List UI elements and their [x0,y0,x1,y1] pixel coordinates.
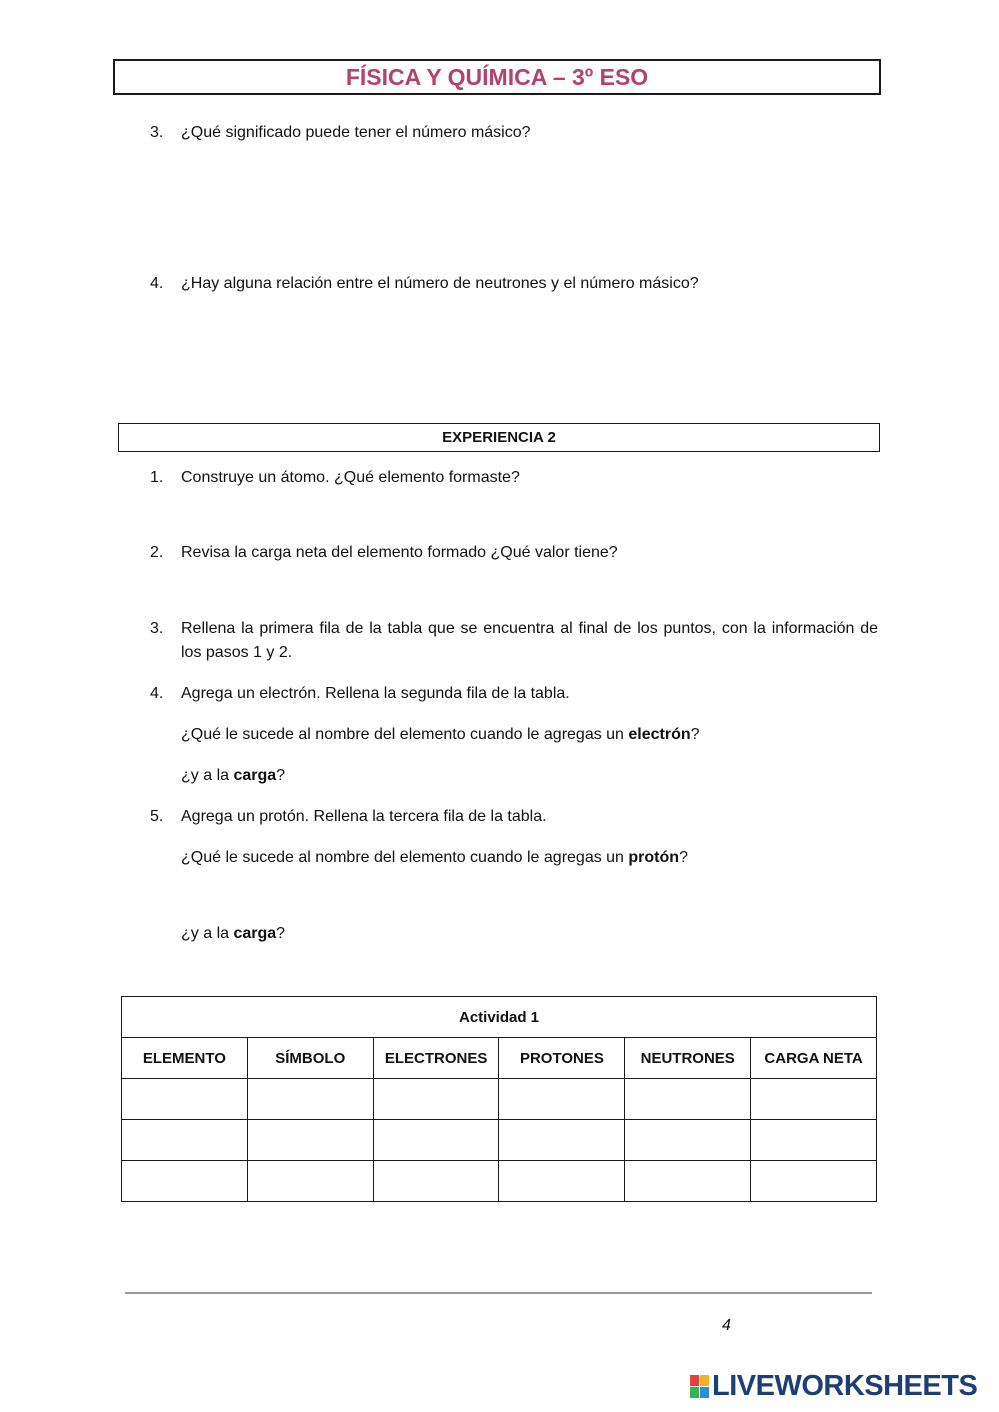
table-cell-input[interactable] [122,1161,248,1202]
brand-name: LIVEWORKSHEETS [712,1370,978,1402]
sub-text: ¿Qué le sucede al nombre del elemento cuando le agregas un [181,849,629,866]
sub-text: ¿y a la [181,767,234,784]
table-cell-input[interactable] [751,1079,877,1120]
column-header-elemento: ELEMENTO [122,1038,248,1079]
sub-text: ? [276,767,286,784]
table-row [122,1120,877,1161]
actividad-1-table [121,996,877,1202]
table-cell-input[interactable] [625,1161,751,1202]
column-header-protones: PROTONES [499,1038,625,1079]
table-cell-input[interactable] [751,1120,877,1161]
logo-square-yellow [700,1375,709,1386]
question-number: 1. [150,469,164,486]
table-cell-input[interactable] [499,1120,625,1161]
column-header-electrones: ELECTRONES [373,1038,499,1079]
table-caption-row [122,997,877,1038]
sub-text: ? [690,726,700,743]
table-cell-input[interactable] [751,1161,877,1202]
question-number: 3. [150,124,164,141]
sub-text: ¿Qué le sucede al nombre del elemento cuando le agregas un [181,726,629,743]
table-row [122,1079,877,1120]
page-number: 4 [722,1317,731,1334]
table-cell-input[interactable] [625,1079,751,1120]
table-cell-input[interactable] [499,1079,625,1120]
footer-divider [125,1292,872,1294]
brand-logo[interactable] [690,1370,977,1403]
sub-text: ¿y a la [181,925,234,942]
sub-bold: carga [233,925,277,942]
page-title: FÍSICA Y QUÍMICA – 3º ESO [113,59,881,95]
sub-bold: electrón [628,726,691,743]
logo-square-blue [700,1387,709,1398]
table-cell-input[interactable] [247,1161,373,1202]
table-cell-input[interactable] [373,1161,499,1202]
table-cell-input[interactable] [499,1161,625,1202]
sub-bold: protón [628,849,680,866]
question-text: Revisa la carga neta del elemento formado ¿Qué valor tiene? [181,544,618,561]
table-row [122,1161,877,1202]
logo-square-red [690,1375,699,1386]
table-cell-input[interactable] [122,1079,248,1120]
section-heading-experiencia-2: EXPERIENCIA 2 [118,423,880,452]
table-header-row [122,1038,877,1079]
sub-text: ? [679,849,688,866]
column-header-carga-neta: CARGA NETA [751,1038,877,1079]
question-number: 5. [150,808,164,825]
table-cell-input[interactable] [247,1120,373,1161]
liveworksheets-icon [690,1375,709,1398]
question-number: 2. [150,544,164,561]
question-number: 4. [150,685,164,702]
sub-text: ? [276,925,286,942]
question-text: Agrega un protón. Rellena la tercera fila de la tabla. [181,808,547,825]
question-text: ¿Hay alguna relación entre el número de neutrones y el número másico? [181,275,699,292]
question-text: Construye un átomo. ¿Qué elemento formaste? [181,469,520,486]
table-cell-input[interactable] [122,1120,248,1161]
table-caption: Actividad 1 [122,997,877,1038]
exp2-question-4-sub-2 [181,764,285,788]
exp2-question-5-sub-1 [181,846,688,870]
table-cell-input[interactable] [373,1079,499,1120]
sub-bold: carga [233,767,277,784]
question-text: Agrega un electrón. Rellena la segunda fila de la tabla. [181,685,570,702]
table-cell-input[interactable] [625,1120,751,1161]
logo-square-green [690,1387,699,1398]
question-text: ¿Qué significado puede tener el número másico? [181,124,531,141]
question-number: 4. [150,275,164,292]
column-header-simbolo: SÍMBOLO [247,1038,373,1079]
question-number: 3. [150,620,164,637]
question-text: Rellena la primera fila de la tabla que se encuentra al final de los puntos, con la información de los pasos 1 y 2. [181,620,878,661]
exp2-question-4-sub-1 [181,723,700,747]
exp2-question-5-sub-2 [181,922,285,946]
column-header-neutrones: NEUTRONES [625,1038,751,1079]
table-cell-input[interactable] [247,1079,373,1120]
table-cell-input[interactable] [373,1120,499,1161]
